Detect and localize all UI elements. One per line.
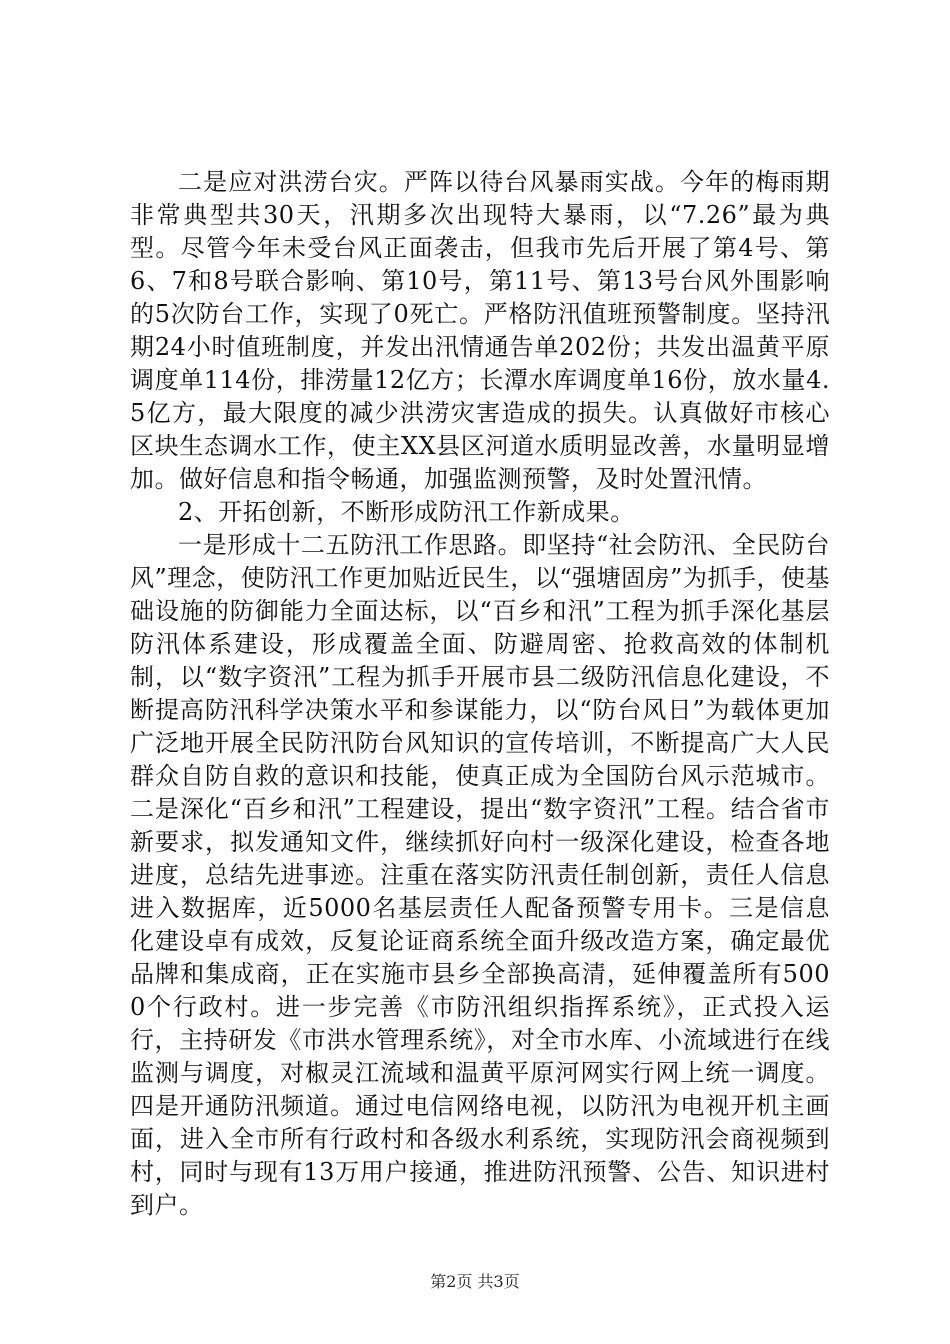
paragraph-innovation: 一是形成十二五防汛工作思路。即坚持“社会防汛、全民防台风”理念，使防汛工作更加贴近民生，以“强塘固房”为抓手，使基础设施的防御能力全面达标，以“百乡和汛”工程为抓手深化基层防汛体系建设，形成覆盖全面、防避周密、抢救高效的体制机制，以“数字资汛”工程为抓手开展市县二级防汛信息化建设，不断提高防汛科学决策水平和参谋能力，以“防台风日”为载体更加广泛地开展全民防汛防台风知识的宣传培训，不断提高广大人民群众自防自救的意识和技能，使真正成为全国防台风示范城市。二是深化“百乡和汛”工程建设，提出“数字资汛”工程。结合省市新要求，拟发通知文件，继续抓好向村一级深化建设，检查各地进度，总结先进事迹。注重在落实防汛责任制创新，责任人信息进入数据库，近5000名基层责任人配备预警专用卡。三是信息化建设卓有成效，反复论证商系统全面升级改造方案，确定最优品牌和集成商，正在实施市县乡全部换高清，延伸覆盖所有5000个行政村。进一步完善《市防汛组织指挥系统》，正式投入运行，主持研发《市洪水管理系统》，对全市水库、小流域进行在线监测与调度，对椒灵江流域和温黄平原河网实行网上统一调度。四是开通防汛频道。通过电信网络电视，以防汛为电视开机主画面，进入全市所有行政村和各级水利系统，实现防汛会商视频到村，同时与现有13万用户接通，推进防汛预警、公告、知识进村到户。 <box>130 531 830 1219</box>
paragraph-flood-typhoon: 二是应对洪涝台灾。严阵以待台风暴雨实战。今年的梅雨期非常典型共30天，汛期多次出现特大暴雨，以“7.26”最为典型。尽管今年未受台风正面袭击，但我市先后开展了第4号、第6、7和8号联合影响、第10号，第11号、第13号台风外围影响的5次防台工作，实现了0死亡。严格防汛值班预警制度。坚持汛期24小时值班制度，并发出汛情通告单202份；共发出温黄平原调度单114份，排涝量12亿方；长潭水库调度单16份，放水量4.5亿方，最大限度的减少洪涝灾害造成的损失。认真做好市核心区块生态调水工作，使主XX县区河道水质明显改善，水量明显增加。做好信息和指令畅通，加强监测预警，及时处置汛情。 <box>130 168 830 493</box>
paragraph-section-heading: 2、开拓创新，不断形成防汛工作新成果。 <box>178 498 635 526</box>
page-footer: 第2页 共3页 <box>430 1272 520 1291</box>
document-body <box>130 166 830 1222</box>
